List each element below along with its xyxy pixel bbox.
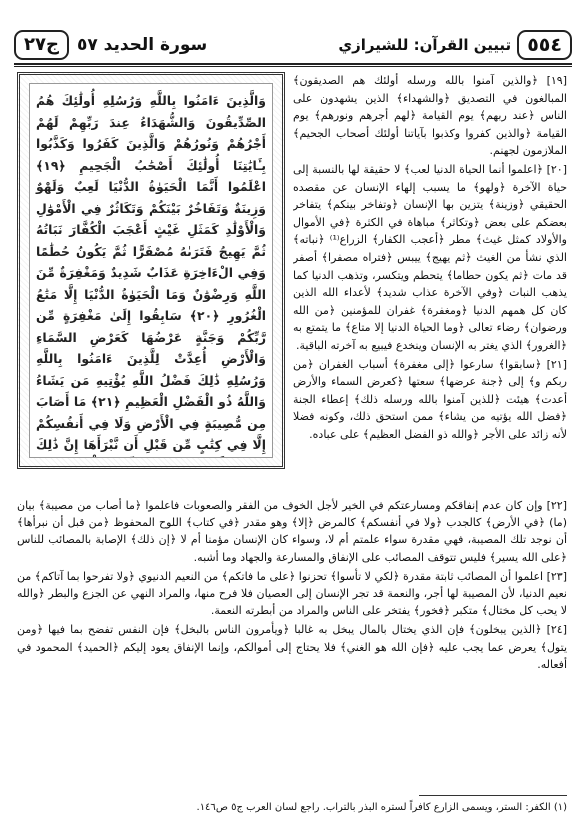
tafsir-verse-24: [٢٤] ﴿الذين يبخلون﴾ فإن الذي يختال بالمال يبخل به غالبا ﴿ويأمرون الناس بالبخل﴾ فإن النفس تفضح بما فيها ﴿ومن يتول﴾ يعرض عما يجب عليه ﴿فإن الله هو الغني﴾ فلا يحتاج إلى أموالكم، وإنما الإنفاق يعود إليكم ﴿الحميد﴾ المحمود في أفعاله.: [17, 623, 567, 671]
page-number: ٥٥٤: [517, 30, 572, 60]
tafsir-verse-22: [٢٢] وإن كان عدم إنفاقكم ومسارعتكم في الخير لأجل الخوف من الفقر والصعوبات فاعلموا ﴿ما أصاب من مصيبة﴾ بيان (ما) ﴿في الأرض﴾ كالجدب ﴿ولا في أنفسكم﴾ كالمرض ﴿إلا﴾ وهو مقدر ﴿في كتاب﴾ اللوح المحفوظ ﴿من قبل أن نبرأها﴾ أن نوجد تلك المصيبة، فهي مقدرة سواء علمتم أم لا، وسواء كان الإنسان مؤمنا أم لا ﴿إن ذلك﴾ الإصابة بالمصائب للناس ﴿على الله يسير﴾ فليس تتوقف المصائب على الإنفاق والمسارعة والجهاد وما أشبه.: [17, 499, 567, 564]
footnote-divider: [419, 795, 567, 796]
footnote: (١) الكفر: الستر، ويسمى الزارع كافراً لستره البذر بالتراب. راجع لسان العرب ج٥ ص١٤٦.: [196, 802, 567, 813]
quran-text-box: [17, 72, 285, 469]
tafsir-verse-19: [١٩] ﴿والذين آمنوا بالله ورسله أولئك هم الصديقون﴾ المبالغون في التصديق ﴿والشهداء﴾ الذين يشهدون على الناس ﴿عند ربهم﴾ يوم القيامة ﴿لهم أجرهم ونورهم﴾ يوم القيامة ﴿والذين كفروا وكذبوا بآياتنا أولئك أصحاب الجحيم﴾ الملازمون لجهنم.: [293, 74, 567, 158]
header-divider-thin: [14, 66, 572, 67]
tafsir-full-width: [17, 497, 567, 787]
header-left: [14, 30, 207, 60]
book-title: تبيين القرآن: للشيرازي: [338, 36, 512, 54]
quran-verses: وَالَّذِينَ ءَامَنُوا بِاللَّهِ وَرُسُلِهِ أُولَٰئِكَ هُمُ الصِّدِّيقُونَ وَالشُّهَدَاءُ عِندَ رَبِّهِمْ لَهُمْ أَجْرُهُمْ وَنُورُهُمْ وَالَّذِينَ كَفَرُوا وَكَذَّبُوا بِـَٔايَٰتِنَا أُولَٰئِكَ أَصْحَٰبُ الْجَحِيمِ ﴿١٩﴾ اعْلَمُوا أَنَّمَا الْحَيَوٰةُ الدُّنْيَا لَعِبٌ وَلَهْوٌ وَزِينَةٌ وَتَفَاخُرٌ بَيْنَكُمْ وَتَكَاثُرٌ فِي الْأَمْوَٰلِ وَالْأَوْلَٰدِ كَمَثَلِ غَيْثٍ أَعْجَبَ الْكُفَّارَ نَبَاتُهُ ثُمَّ يَهِيجُ فَتَرَىٰهُ مُصْفَرًّا ثُمَّ يَكُونُ حُطَٰمًا وَفِي الْءَاخِرَةِ عَذَابٌ شَدِيدٌ وَمَغْفِرَةٌ مِّنَ اللَّهِ وَرِضْوَٰنٌ وَمَا الْحَيَوٰةُ الدُّنْيَا إِلَّا مَتَٰعُ الْغُرُورِ ﴿٢٠﴾ سَابِقُوا إِلَىٰ مَغْفِرَةٍ مِّن رَّبِّكُمْ وَجَنَّةٍ عَرْضُهَا كَعَرْضِ السَّمَاءِ وَالْأَرْضِ أُعِدَّتْ لِلَّذِينَ ءَامَنُوا بِاللَّهِ وَرُسُلِهِ ذَٰلِكَ فَضْلُ اللَّهِ يُؤْتِيهِ مَن يَشَاءُ وَاللَّهُ ذُو الْفَضْلِ الْعَظِيمِ ﴿٢١﴾ مَا أَصَابَ مِن مُّصِيبَةٍ فِي الْأَرْضِ وَلَا فِي أَنفُسِكُمْ إِلَّا فِي كِتَٰبٍ مِّن قَبْلِ أَن نَّبْرَأَهَا إِنَّ ذَٰلِكَ: [36, 93, 266, 452]
header-divider: [14, 63, 572, 65]
tafsir-verse-21: [٢١] ﴿سابقوا﴾ سارعوا ﴿إلى مغفرة﴾ أسباب الغفران ﴿من ربكم و﴾ إلى ﴿جنة عرضها﴾ سعتها ﴿كعرض السماء والأرض أعدت﴾ هيئت ﴿للذين آمنوا بالله ورسله ذلك﴾ إعطاء الجنة ﴿فضل الله يؤتيه من يشاء﴾ ممن استحق ذلك، وكونه فضلا لأنه زائد على الأجر ﴿والله ذو الفضل العظيم﴾ على عباده.: [293, 357, 567, 441]
tafsir-verse-23: [٢٣] اعلموا أن المصائب ثابتة مقدرة ﴿لكي لا تأسوا﴾ تحزنوا ﴿على ما فاتكم﴾ من النعيم الدنيوي ﴿ولا تفرحوا بما آتاكم﴾ من نعيم الدنيا، لأن المصيبة لها أجر، والنعمة قد تجر الإنسان إلى العصيان فلا فرح منها، والمراد النهي عن الجزع والبطر ﴿والله لا يحب كل مختال﴾ متكبر ﴿فخور﴾ يفتخر على الناس والمراد من أبطرته النعمة.: [17, 569, 567, 618]
quran-text-inner: [29, 83, 273, 458]
surah-title: سورة الحديد ٥٧: [76, 35, 208, 55]
tafsir-verse-20: [٢٠] ﴿اعلموا أنما الحياة الدنيا لعب﴾ لا حقيقة لها بالنسبة إلى حياة الآخرة ﴿ولهو﴾ ما يسبب إلهاء الإنسان عن مقصده الحقيقي ﴿وزينة﴾ يتزين بها الإنسان ﴿وتفاخر بينكم﴾ يتفاخر بعضكم على بعض ﴿وتكاثر﴾ مباهاة في الكثرة ﴿في الأموال والأولاد كمثل غيث﴾ مطر ﴿أعجب الكفار﴾ الزراع⁽¹⁾ ﴿نباته﴾ الذي نشأ من الغيث ﴿ثم يهيج﴾ ييبس ﴿فتراه مصفرا﴾ أصفر قد مات ﴿ثم يكون حطاما﴾ يتحطم ويتكسر، وتذهب الدنيا كما يذهب النبات ﴿وفي الآخرة عذاب شديد﴾ لأعداء الله الذين كان كل همهم الدنيا ﴿ومغفرة﴾ غفران للمؤمنين ﴿من الله ورضوان﴾ رضاء تعالى ﴿وما الحياة الدنيا إلا متاع﴾ ما يتمتع به ﴿الغرور﴾ الذي يغتر به الإنسان وينخدع فيبيع به آخرته الباقية.: [293, 162, 567, 352]
juz-number: ج٢٧: [14, 30, 69, 60]
header-right: [338, 30, 572, 60]
tafsir-column: [293, 72, 567, 497]
